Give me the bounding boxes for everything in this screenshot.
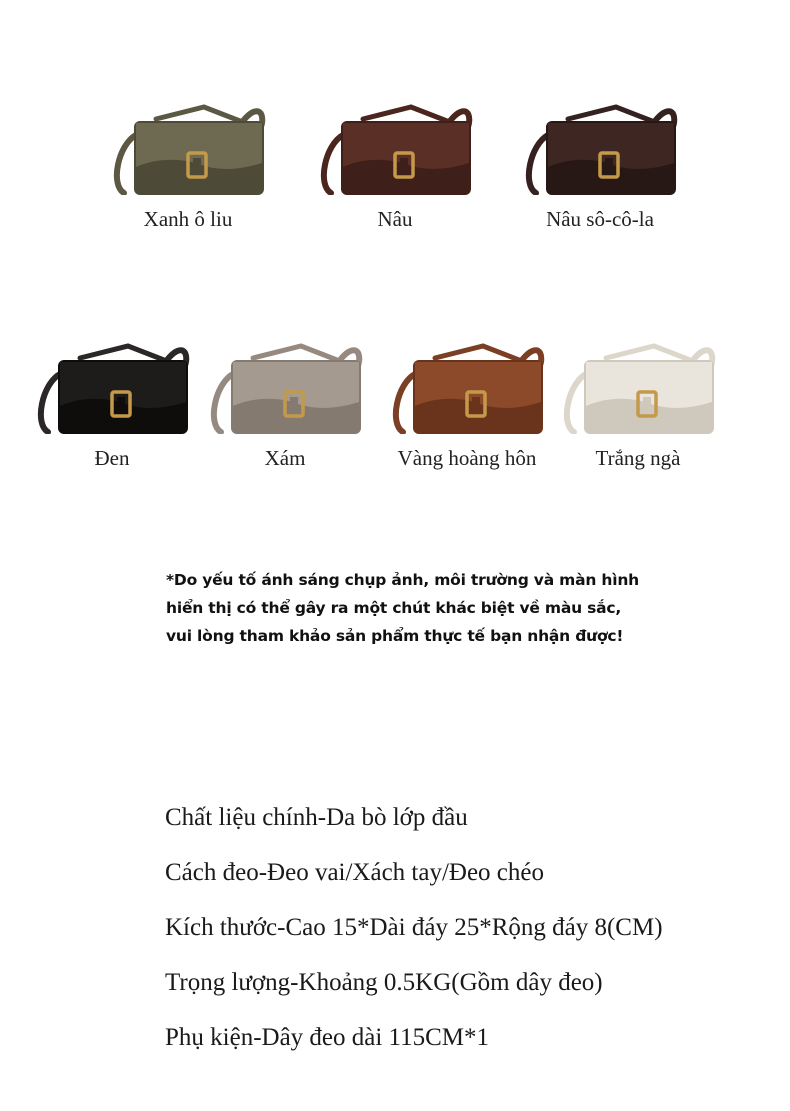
spec-material: Chất liệu chính-Da bò lớp đầu (165, 804, 468, 831)
disclaimer-line: hiển thị có thể gây ra một chút khác biệt về màu sắc, (166, 599, 622, 617)
variant-label: Nâu (377, 207, 413, 231)
variant-brown[interactable] (311, 95, 479, 232)
bag-handle (363, 107, 447, 121)
spec-weight: Trọng lượng-Khoảng 0.5KG(Gồm dây đeo) (165, 969, 603, 996)
variant-black[interactable] (28, 326, 196, 471)
bag-buckle-center (605, 158, 613, 172)
bag-handle (156, 107, 240, 121)
variant-sunset-yellow[interactable] (375, 326, 559, 471)
bag-image (554, 326, 722, 434)
spec-carry-style: Cách đeo-Đeo vai/Xách tay/Đeo chéo (165, 859, 545, 886)
bag-image (311, 95, 479, 195)
variant-olive-green[interactable] (104, 95, 272, 232)
bag-image (383, 326, 551, 434)
variant-label: Nâu sô-cô-la (546, 207, 654, 231)
bag-handle (435, 346, 519, 360)
variant-label: Trắng ngà (595, 446, 681, 470)
spec-dimensions: Kích thước-Cao 15*Dài đáy 25*Rộng đáy 8(CM) (165, 914, 663, 941)
disclaimer-line: *Do yếu tố ánh sáng chụp ảnh, môi trường và màn hình (166, 571, 640, 589)
variant-label: Đen (94, 446, 130, 470)
bag-buckle-center (117, 397, 125, 411)
spec-accessory: Phụ kiện-Dây đeo dài 115CM*1 (165, 1024, 490, 1051)
bag-image (104, 95, 272, 195)
bag-buckle-center (400, 158, 408, 172)
bag-handle (80, 346, 164, 360)
bag-buckle-center (193, 158, 201, 172)
bag-image (28, 326, 196, 434)
color-disclaimer (166, 566, 639, 650)
bag-handle (253, 346, 337, 360)
variant-chocolate-brown[interactable] (516, 95, 684, 232)
variant-ivory-white[interactable] (554, 326, 722, 471)
bag-buckle-center (290, 397, 298, 411)
disclaimer-line: vui lòng tham khảo sản phẩm thực tế bạn nhận được! (166, 627, 624, 645)
bag-handle (606, 346, 690, 360)
variant-label: Xanh ô liu (143, 207, 233, 231)
variant-label: Vàng hoàng hôn (397, 446, 537, 470)
product-specs (165, 790, 663, 1065)
bag-buckle-center (472, 397, 480, 411)
variant-gray[interactable] (201, 326, 369, 471)
bag-image (516, 95, 684, 195)
bag-buckle-center (643, 397, 651, 411)
bag-image (201, 326, 369, 434)
bag-handle (568, 107, 652, 121)
variant-label: Xám (264, 446, 306, 470)
